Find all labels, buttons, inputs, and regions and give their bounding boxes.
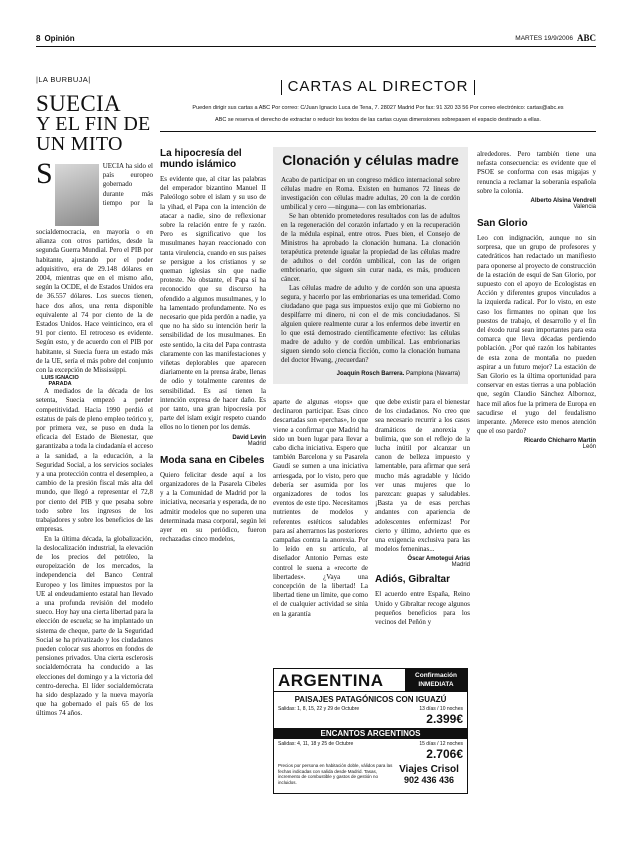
letter-sanglorio-signature: Ricardo Chicharro Martín xyxy=(523,438,596,445)
letters-rule xyxy=(160,131,596,132)
author-caption: LUIS IGNACIO PARADA xyxy=(41,375,79,388)
letter-gibraltar-continued: alrededores. Pero también tiene una nefasta consecuencia: es evidente que el PSOE se conforma con esas migajas y renuncia a reclamar la soberanía española sobre la colonia. xyxy=(477,150,596,195)
column-body-1: A mediados de la década de los setenta, Suecia empezó a perder competitividad. Hacia 1990 perdió el estatus de país de pleno empleo teórico y, por primera vez, se puso en duda la eficacia del Estado de Bienestar, que garantizaba a toda la ciudadanía el acceso a la sanidad, a la educación, a la Seguridad Social, a los servicios sociales y a una protección contra el desempleo, a cambio de la presión fiscal más alta del mundo, que llegó a representar el 72,8 por ciento del PIB y que pesaba sobre todo sobre los ingresos de los trabajadores y sobre los beneficios de las empresas. xyxy=(36,387,153,534)
letter-islam-body: Es evidente que, al citar las palabras del emperador bizantino Manuel II Paleólogo sobre el islam y su uso de la yihad, el Papa con la intención de atacar a nadie, sino de reflexionar sobre la relación entre fe y razón. Pero es significativo que los musulmanes hayan reaccionado con tanta virulencia, cuando en sus países se persigue a los cristianos y se queman iglesias sin que nadie proteste. No obstante, el Papa sí ha reconocido que su discurso ha ofendido a algunos musulmanes, y lo ha lamentado profundamente. No es necesario que pida perdón a nadie, ya que no ha sido su intención herir la sensibilidad de los musulmanes. En este sentido, la cita del Papa contrasta claramente con las manifestaciones y viñetas deplorables que aparecen diariamente en la prensa árabe, llenas de odio y totalmente carentes de sensibilidad. Es así tienen la intención expresa de hacer daño. Es por tanto, una gran hipocresía por parte del islam exigir respeto cuando ellos no lo tienen por los demás. xyxy=(160,175,266,432)
letter-islam-city: Madrid xyxy=(247,440,266,447)
drop-cap: S xyxy=(36,157,53,190)
ad-package-1-dates: Salidas: 1, 8, 15, 22 y 29 de Octubre xyxy=(278,706,360,712)
feature-signature: Joaquín Rosch Barrera. Pamplona (Navarra) xyxy=(336,371,460,377)
opinion-column xyxy=(36,75,153,719)
page-header xyxy=(36,31,596,45)
column-tag: |LA BURBUJA| xyxy=(36,75,91,84)
letter-gibraltar-body: El acuerdo entre España, Reino Unido y Gibraltar recoge algunos pequeños beneficios para los vecinos del Peñón y xyxy=(375,590,470,627)
letter-islam-signature: David Levin xyxy=(232,434,266,441)
letter-fashion-city: Madrid xyxy=(451,562,470,569)
letter-gibraltar-title: Adiós, Gibraltar xyxy=(375,574,451,586)
letter-sanglorio-body: Leo con indignación, aunque no sin sorpresa, que un grupo de profesores y catedráticos han redactado un manifiesto para oponerse al proyecto de construcción de la estación de esquí de San Glorio, por supuesto con el apoyo de Ecologistas en Acción y diferentes grupos vinculados a la izquierda radical. Por lo visto, en este caso los firmantes no opinan que los puestos de trabajo, el desarrollo y el fin del éxodo rural sean importantes para esta comarca que lleva décadas perdiendo población. ¿Por qué razón los habitantes de esta zona de montaña no pueden aspirar a un futuro mejor? La estación de San Glorio es la última oportunidad para conservar en estas tierras a una población que, según Claudio Sánchez Albornoz, hace mil años fue la primera de Europa en sacudirse el yugo del feudalismo imperante. ¿Merece esto menos atención que el oso pardo? xyxy=(477,234,596,436)
ad-fine-print: Precios por persona en habitación doble, válidos para las fechas indicadas con salida desde Madrid. Tasas, incremento de combustible y gastos de gestión no incluidos. xyxy=(278,763,393,785)
letter-column-2 xyxy=(160,148,266,544)
section-name: Opinión xyxy=(44,33,75,43)
header-rule xyxy=(36,46,596,47)
featured-letter xyxy=(273,147,468,384)
letter-gibraltar-city: Valencia xyxy=(573,204,596,211)
column-lead: S UECIA ha sido el país europeo gobernado durante más tiempo por la socialdemocracia, en mayoría o en alianza con otros partidos, desde la segunda Guerra Mundial. Pero el PIB por habitante, ajustando por el poder adquisitivo, era de 29.148 dólares en 2004, mientras que en el mismo año, según la OCDE, el de Estados Unidos era de 36.557 dólares. Los suecos tienen, hace dos años, una renta disponible equivalente al 74 por ciento de la de Estados Unidos. Hace veinticinco, era el 91 por ciento. El retroceso es evidente. Según esto, y de acuerdo con el PIB por habitante, si Suecia fuera un estado más de la UE, sería el más pobre del conjunto con la excepción de Mississippi. xyxy=(36,157,153,375)
author-photo xyxy=(55,164,99,226)
letter-fashion-continued: aparte de algunas «tops» que declinaron participar. Esas cinco descartadas son «perchas», lo que viene a confirmar que Madrid ha sido un buen lugar para llevar a cabo dicha iniciativa. Espero que también Barcelona y su Pasarela Gaudí se sumen a una iniciativa arriesgada, por lo visto, pero que debería ser asumida por los organizadores de todos los eventos de este tipo. Necesitamos nutrientes de modelos y referentes estéticos saludables para así aherrarnos las posteriores campañas contra la anorexia. Por lo leído en su artículo, al diseñador Antonio Pernas este control le suena a «recorte de libertades». ¿Vaya una concepción de la libertad! La libertad tiene un límite, que como el de cualquier actividad se sitúa en la garantía xyxy=(273,398,368,618)
newspaper-logo: ABC xyxy=(576,33,596,43)
letter-fashion-title: Moda sana en Cibeles xyxy=(160,454,265,466)
column-body-2: En la última década, la globalización, la deslocalización industrial, la elevación de los precios del petróleo, la europeización de los mercados, la independencia del Banco Central Europeo y los límites impuestos por la UE al endeudamiento estatal han llevado a una profunda revisión del modelo sueco. Hoy hay una cierta libertad para la elección de escuela; se ha implantado un sistema de cheque, parte de la Seguridad Social se ha privatizado y los ciudadanos pueden colocar sus ahorros en fondos de pensiones privados. Una cierta esclerosis socialdemócrata ha conducido a las elecciones del domingo y a la victoria del centro-derecha. El líder socialdemócrata ha sido desplazado y la nueva mayoría que ha gobernado el país 65 de los últimos 74 años. xyxy=(36,534,153,718)
letter-column-3 xyxy=(273,398,368,619)
feature-body-3: Las células madre de adulto y de cordón son una apuesta segura, y hacerlo por las embrionarias es una temeridad. Como ciudadano que paga sus impuestos exijo que mi Gobierno no despilfarre mi dinero, ni con el de mis conciudadanos. Si alguien quiere realmente curar a los enfermos debe invertir en lo que está demostrado científicamente efectivo: las células madre de adulto y de cordón umbilical. Las embrionarias siguen siendo solo ciencia ficción, como la clonación humana del doctor Hwang, ¿recuerdan? xyxy=(281,284,460,364)
ad-country: ARGENTINA xyxy=(278,671,384,690)
travel-advertisement xyxy=(273,668,468,794)
ad-confirmation: Confirmación INMEDIATA xyxy=(405,669,467,691)
ad-package-2-duration: 15 días / 12 noches xyxy=(419,741,463,747)
letter-sanglorio-title: San Glorio xyxy=(477,218,528,230)
letter-fashion-signature: Óscar Amotegui Arias xyxy=(407,556,470,563)
feature-title: Clonación y células madre xyxy=(282,152,459,168)
ad-package-2-price: 2.706€ xyxy=(426,747,463,761)
letters-banner: CARTAS AL DIRECTOR xyxy=(160,78,596,100)
letter-islam-title: La hipocresía del mundo islámico xyxy=(160,148,242,170)
feature-body-1: Acabo de participar en un congreso médico internacional sobre células madre en Roma. Existen en humanos 72 líneas de investigación con células madre adultas, 20 con la de cordón umbilical y cero —ninguna— con las embrionarias. xyxy=(281,176,460,211)
ad-package-1: PAISAJES PATAGÓNICOS CON IGUAZÚ xyxy=(294,695,447,704)
ad-package-2: ENCANTOS ARGENTINOS xyxy=(274,728,467,739)
letter-fashion-body: Quiero felicitar desde aquí a los organizadores de la Pasarela Cibeles y a la Comunidad de Madrid por la iniciativa, necesaria y esperada, de no admitir modelos que no superen una determinada masa corporal, según lei ayer en su periódico, fueron rechazadas cinco modelos, xyxy=(160,470,266,544)
ad-phone: 902 436 436 xyxy=(403,774,455,785)
letters-contact: Pueden dirigir sus cartas a ABC Por correo: C/Juan Ignacio Luca de Tena, 7. 28027 Madrid Por fax: 91 320 33 56 Por correo electrónico: cartas@abc.es xyxy=(192,105,564,111)
ad-package-2-dates: Salidas: 4, 11, 18 y 25 de Octubre xyxy=(278,741,354,747)
letter-gibraltar-signature: Alberto Alsina Vendrell xyxy=(530,198,596,205)
letter-column-4 xyxy=(375,398,470,627)
ad-package-1-price: 2.399€ xyxy=(426,712,463,726)
letter-sanglorio-city: León xyxy=(582,444,596,451)
ad-brand: Viajes Crisol 902 436 436 xyxy=(395,764,463,785)
column-title: SUECIA Y EL FIN DE UN MITO xyxy=(36,91,151,155)
letter-column-5 xyxy=(477,150,596,450)
letters-disclaimer: ABC se reserva el derecho de extractar o reducir los textos de las cartas cuyas dimensiones sobrepasen el espacio destinado a ellas. xyxy=(215,117,541,123)
feature-body-2: Se han obtenido prometedores resultados con las de adultos en la regeneración del corazón infartado y en la recuperación de la médula espinal, entre otros. Pues bien, el Consejo de Ministros ha aprobado la clonación humana. La clonación terapéutica pretende igualar la propiedad de las células madre de adultos o del cordón umbilical, con las de origen embrionario, que siguen sin curar nada, es más, producen cáncer. xyxy=(281,212,460,283)
ad-package-1-duration: 13 días / 10 noches xyxy=(419,706,463,712)
letter-fashion-continued-2: que debe existir para el bienestar de los ciudadanos. No creo que sea necesario recurrir a los casos dramáticos de anorexia y bulimia, que son el reflejo de la lucha inútil por alcanzar un canon de belleza impuesto y lamentable, para afirmar que será mucho más agradable y lúcido ver unas mujeres que lo parezcan: guapas y saludables. ¡Basta ya de esas perchas andantes con apariencia de adolescentes enfermizas! Por cierto y último, advierto que es una exigencia exclusiva para las modelos femeninas... xyxy=(375,398,470,554)
page-number: 8 xyxy=(36,33,41,43)
issue-date: MARTES 19/9/2006 xyxy=(515,34,573,42)
